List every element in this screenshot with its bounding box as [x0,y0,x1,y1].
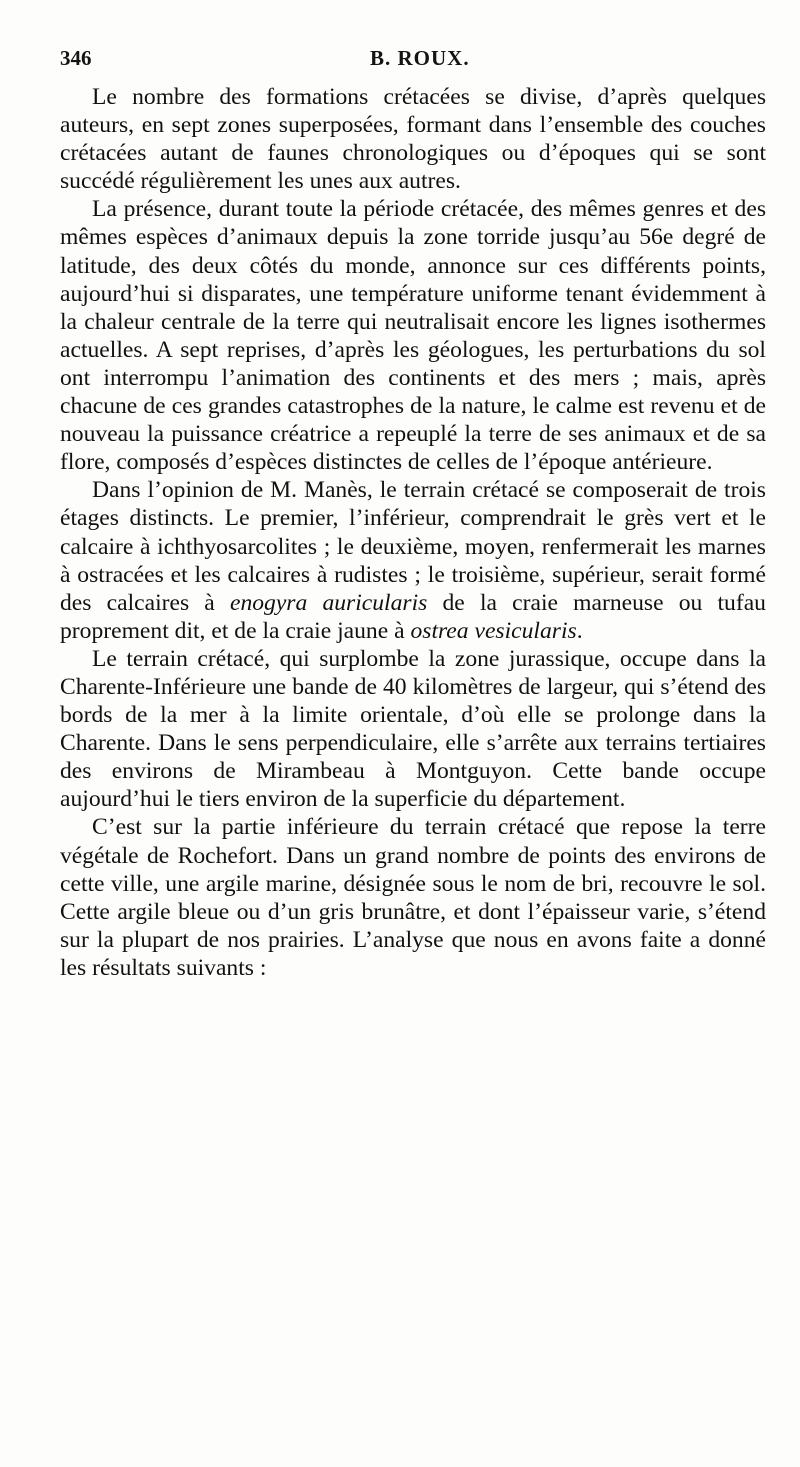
text-segment: La présence, durant toute la période crétacée, des mêmes genres et des mêmes espèces d’animaux depuis la zone torride jusqu’au 56e degré de latitude, des deux côtés du monde, annonce sur ces différents points, aujourd’hui si disparates, une température uniforme tenant évidemment à la chaleur centrale de la terre qui neutralisait encore les lignes isothermes actuelles. A sept reprises, d’après les géologues, les perturbations du sol ont interrompu l’animation des continents et des mers ; mais, après chacune de ces grandes catastrophes de la nature, le calme est revenu et de nouveau la puissance créatrice a repeuplé la terre de ses animaux et de sa flore, composés d’espèces distinctes de celles de l’époque antérieure. [60,196,766,476]
paragraph [60,83,766,195]
paragraph [60,476,766,645]
italic-term: ostrea vesicularis [410,617,577,644]
text-segment: Dans l’opinion de M. Manès, le terrain crétacé se composerait de trois étages distincts. Le premier, l’inférieur, comprendrait le grès vert et le calcaire à ichthyosarcolites ; le deuxième, moyen, renfermerait les marnes à ostracées et les calcaires à rudistes ; le troisième, supérieur, serait formé des calcaires à [60,477,766,616]
running-head: B. ROUX. [370,46,470,70]
paragraph [60,195,766,476]
page-number: 346 [60,46,92,70]
text-segment: Le terrain crétacé, qui surplombe la zone jurassique, occupe dans la Charente-Inférieure une bande de 40 kilomètres de largeur, qui s’étend des bords de la mer à la limite orientale, d’où elle se prolonge dans la Charente. Dans le sens perpendiculaire, elle s’arrête aux terrains tertiaires des environs de Mirambeau à Montguyon. Cette bande occupe aujourd’hui le tiers environ de la superficie du département. [60,645,766,813]
italic-term: enogyra auricularis [229,589,428,616]
body-text [60,83,766,982]
paragraph [60,813,766,982]
text-segment: de la craie marneuse ou tufau proprement dit, et de la craie jaune à [60,589,766,644]
text-segment: . [576,617,583,644]
paragraph [60,645,766,814]
text-segment: Le nombre des formations crétacées se divise, d’après quelques auteurs, en sept zones superposées, formant dans l’ensemble des couches crétacées autant de faunes chronologiques ou d’époques qui se sont succédé régulièrement les unes aux autres. [60,84,766,195]
text-segment: C’est sur la partie inférieure du terrain crétacé que repose la terre végétale de Rochefort. Dans un grand nombre de points des environs de cette ville, une argile marine, désignée sous le nom de bri, recouvre le sol. Cette argile bleue ou d’un gris brunâtre, et dont l’épaisseur varie, s’étend sur la plupart de nos prairies. L’analyse que nous en avons faite a donné les résultats suivants : [60,814,766,981]
page-header [60,46,760,76]
